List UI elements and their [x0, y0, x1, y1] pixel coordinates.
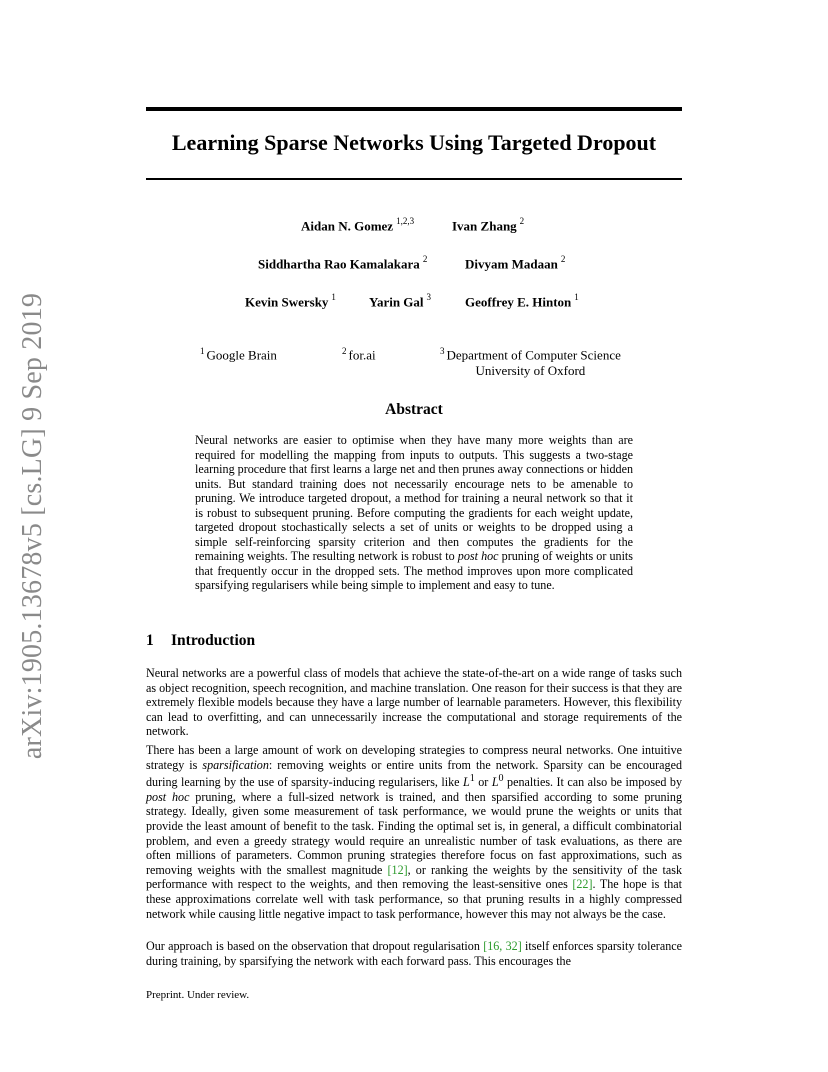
author-madaan: Divyam Madaan $^2$: [465, 254, 566, 272]
abstract-heading: Abstract: [385, 401, 443, 418]
abstract-body: Neural networks are easier to optimise when they have many more weights than are required for modelling the mapping from inputs to outputs. This suggests a two-stage learning procedure that first learns a large net and then prunes away connections or hidden units. But standard training does not necessarily encourage nets to be amenable to pruning. We introduce targeted dropout, a method for training a neural network so that it is robust to subsequent pruning. Before computing the gradients for each weight update, targeted dropout stochastically selects a set of units or weights to be dropped using a simple self-reinforcing sparsity criterion and then computes the gradients for the remaining weights. The resulting network is robust to post hoc pruning of weights or units that frequently occur in the dropped sets. The method improves upon more complicated sparsifying regularisers while being simple to implement and easy to tune.: [195, 433, 633, 592]
author-zhang: Ivan Zhang $^2$: [452, 216, 525, 234]
affiliation-for-ai: $^2$ for.ai: [342, 346, 376, 363]
intro-paragraph-3: Our approach is based on the observation that dropout regularisation [16, 32] itself enforces sparsity tolerance during training, by sparsifying the network with each forward pass. This encourages the: [146, 939, 682, 968]
paper-title: Learning Sparse Networks Using Targeted Dropout: [171, 130, 657, 155]
arxiv-stamp: [17, 292, 48, 760]
intro-paragraph-2: There has been a large amount of work on developing strategies to compress neural networks. One intuitive strategy is sparsification: removing weights or entire units from the network. Sparsity can be encouraged during learning by the use of sparsity-inducing regularisers, like $L^1$ or $L^0$ penalties. It can also be imposed by post hoc pruning, where a full-sized network is trained, and then sparsified according to some pruning strategy. Ideally, given some measurement of task performance, we would prune the weights or units that provide the least amount of benefit to the task. Finding the optimal set is, in general, a difficult combinatorial problem, and even a greedy strategy would require an unrealistic number of task evaluations, as there are often millions of parameters. Common pruning strategies therefore focus on fast approximations, such as removing weights with the smallest magnitude [12], or ranking the weights by the sensitivity of the task performance with respect to the weights, and then removing the least-sensitive ones [22]. The hope is that these approximations correlate well with task performance, so that pruning results in a highly compressed network while causing little negative impact to task performance, however this may not always be the case.: [146, 743, 683, 921]
footer-note: Preprint. Under review.: [146, 989, 250, 1001]
arxiv-identifier: arXiv:1905.13678v5 [cs.LG] 9 Sep 2019: [17, 292, 48, 760]
author-swersky: Kevin Swersky $^1$: [245, 292, 336, 310]
citation-16-32[interactable]: [16, 32]: [483, 939, 522, 953]
section-heading-introduction: 1 Introduction: [146, 632, 256, 649]
title-rule-top: [146, 107, 682, 111]
affiliation-google-brain: $^1$ Google Brain: [200, 346, 277, 363]
author-gal: Yarin Gal $^3$: [369, 292, 432, 310]
intro-paragraph-1: Neural networks are a powerful class of models that achieve the state-of-the-art on a wide range of tasks such as object recognition, speech recognition, and machine translation. One reason for their success is that they are extremely flexible models because they have a large number of learnable parameters. However, this flexibility can lead to overfitting, and can unnecessarily increase the computational and storage requirements of the network.: [146, 666, 682, 739]
author-hinton: Geoffrey E. Hinton $^1$: [465, 292, 579, 310]
author-kamalakara: Siddhartha Rao Kamalakara $^2$: [258, 254, 428, 272]
author-gomez: Aidan N. Gomez $^{1,2,3}$: [301, 216, 415, 234]
citation-12[interactable]: [12]: [387, 862, 408, 877]
title-rule-bottom: [146, 178, 682, 180]
affiliation-oxford: $^3$ Department of Computer Science University of Oxford: [440, 346, 621, 379]
citation-22[interactable]: [22]: [572, 877, 593, 892]
